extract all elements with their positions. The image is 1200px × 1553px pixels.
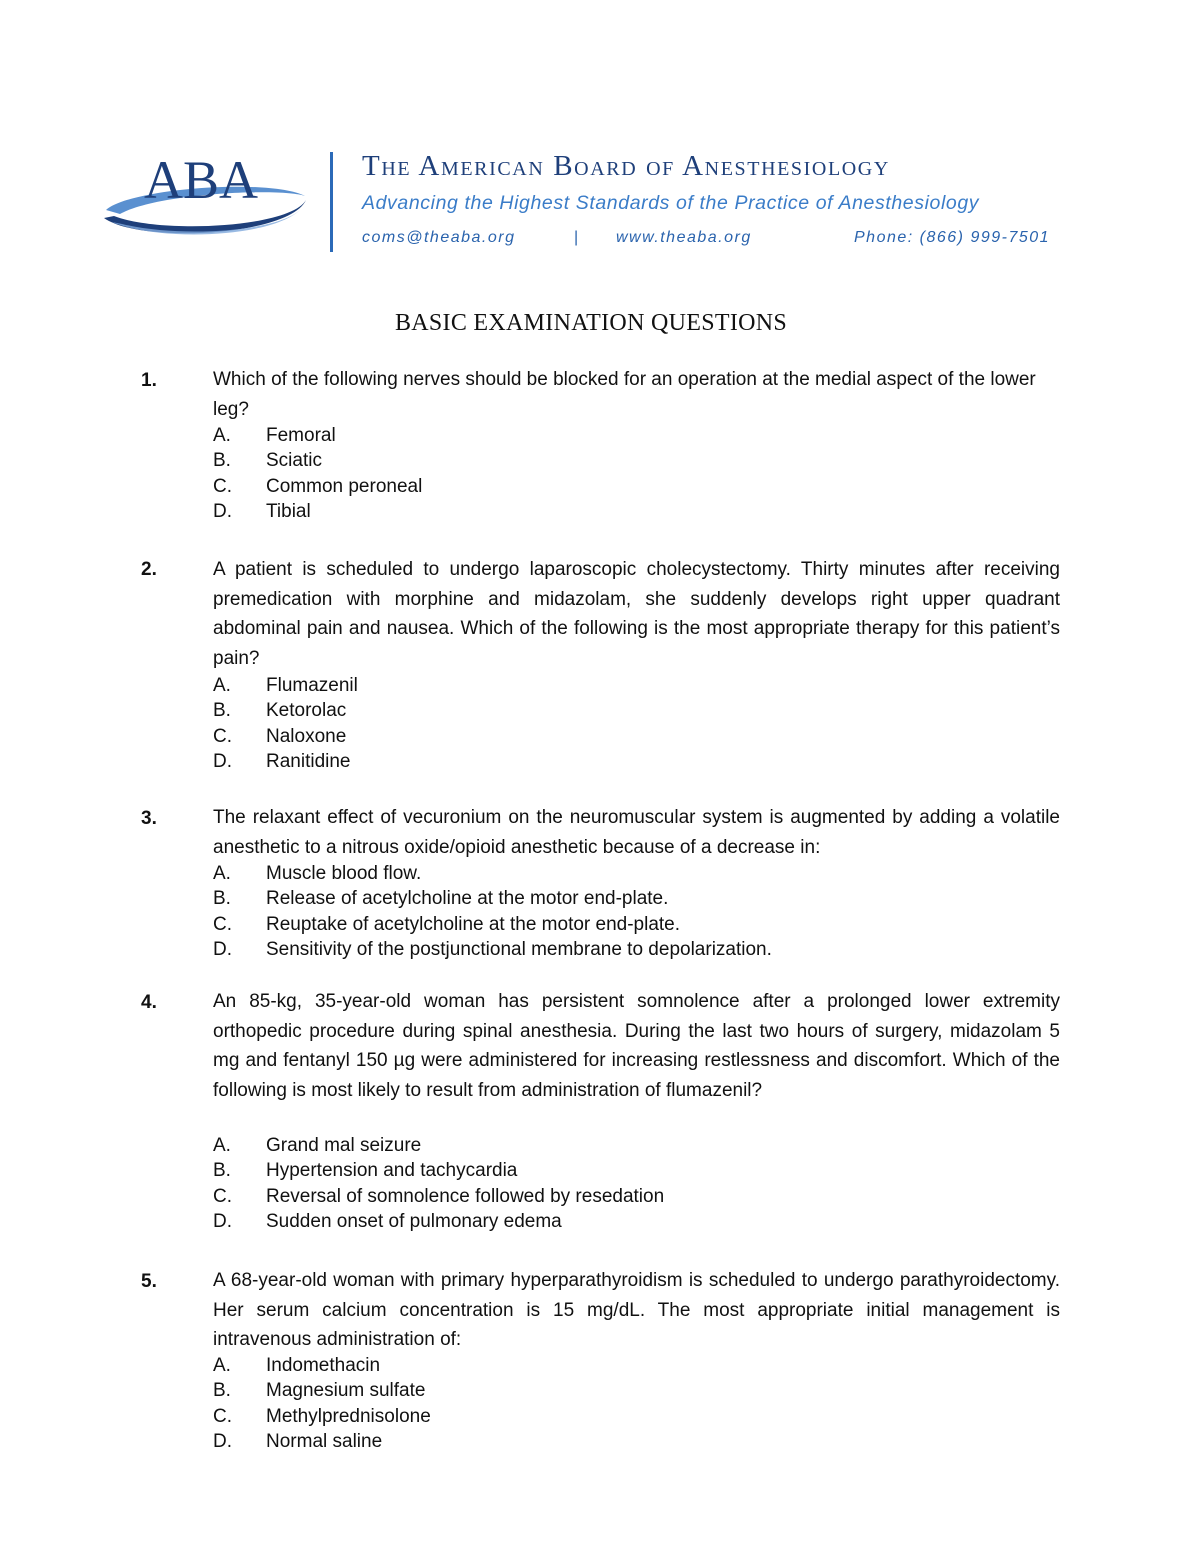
option-letter: C. (213, 475, 232, 497)
option-letter: D. (213, 1430, 232, 1452)
option-text: Ketorolac (266, 700, 347, 722)
option-letter: C. (213, 1185, 232, 1207)
contact-separator: | (574, 229, 580, 246)
question-number: 2. (141, 559, 157, 580)
org-name: The American Board of Anesthesiology (362, 150, 890, 182)
option-text: Grand mal seizure (266, 1135, 422, 1156)
page-title: BASIC EXAMINATION QUESTIONS (394, 310, 788, 336)
option-letter: A. (213, 863, 231, 884)
option-letter: A. (213, 675, 231, 696)
header-divider (330, 152, 333, 252)
option-letter: B. (213, 1160, 231, 1182)
option-letter: A. (213, 425, 231, 446)
option-letter: B. (213, 888, 231, 910)
option-letter: A. (213, 1135, 231, 1156)
option-text: Indomethacin (266, 1355, 381, 1376)
aba-logo (100, 148, 310, 248)
option-letter: B. (213, 1380, 231, 1402)
email-link[interactable]: coms@theaba.org (362, 229, 516, 246)
option-text: Release of acetylcholine at the motor end-plate. (266, 888, 669, 910)
option-letter: C. (213, 725, 232, 747)
option-letter: B. (213, 450, 231, 472)
option-letter: D. (213, 938, 232, 960)
option-text: Femoral (266, 425, 336, 446)
option-text: Reversal of somnolence followed by resedation (266, 1185, 665, 1207)
question-number: 1. (141, 370, 157, 391)
option-text: Methylprednisolone (266, 1405, 431, 1427)
question-number: 3. (141, 808, 157, 829)
question-text: A patient is scheduled to undergo laparoscopic cholecystectomy. Thirty minutes after receiving premedication with morphine and midazolam, she suddenly develops right upper quadrant abdominal pain and nausea. Which of the following is the most appropriate therapy for this patient’s pain? (213, 559, 1060, 669)
option-text: Tibial (266, 500, 311, 522)
option-text: Reuptake of acetylcholine at the motor end-plate. (266, 913, 681, 935)
option-text: Normal saline (266, 1430, 383, 1452)
option-text: Flumazenil (266, 675, 358, 696)
option-letter: C. (213, 913, 232, 935)
option-text: Hypertension and tachycardia (266, 1160, 518, 1182)
question-number: 4. (141, 992, 157, 1013)
question-text: An 85-kg, 35-year-old woman has persistent somnolence after a prolonged lower extremity orthopedic procedure during spinal anesthesia. During the last two hours of surgery, midazolam 5 mg and fentanyl 150 µg were administered for increasing restlessness and discomfort. Which of the following is most likely to result from administration of flumazenil? (213, 991, 1060, 1101)
option-text: Magnesium sulfate (266, 1380, 426, 1402)
logo-text: ABA (144, 150, 259, 210)
option-text: Naloxone (266, 725, 347, 747)
option-letter: D. (213, 750, 232, 772)
question-number: 5. (141, 1271, 157, 1292)
phone-number: Phone: (866) 999-7501 (854, 229, 1051, 246)
option-letter: B. (213, 700, 231, 722)
option-text: Ranitidine (266, 750, 351, 772)
question-text: A 68-year-old woman with primary hyperparathyroidism is scheduled to undergo parathyroidectomy. Her serum calcium concentration is 15 mg/dL. The most appropriate initial management is intravenous administration of: (213, 1270, 1060, 1350)
question-text: The relaxant effect of vecuronium on the neuromuscular system is augmented by adding a volatile anesthetic to a nitrous oxide/opioid anesthetic because of a decrease in: (213, 807, 1060, 858)
option-text: Sciatic (266, 450, 322, 472)
question-text: Which of the following nerves should be blocked for an operation at the medial aspect of the lower leg? (213, 369, 1036, 420)
option-text: Common peroneal (266, 475, 423, 497)
option-letter: D. (213, 500, 232, 522)
website-link[interactable]: www.theaba.org (616, 229, 752, 246)
option-letter: C. (213, 1405, 232, 1427)
tagline: Advancing the Highest Standards of the Practice of Anesthesiology (362, 192, 980, 214)
option-text: Sensitivity of the postjunctional membrane to depolarization. (266, 938, 772, 960)
option-text: Muscle blood flow. (266, 863, 422, 884)
option-text: Sudden onset of pulmonary edema (266, 1210, 562, 1232)
option-letter: D. (213, 1210, 232, 1232)
option-letter: A. (213, 1355, 231, 1376)
